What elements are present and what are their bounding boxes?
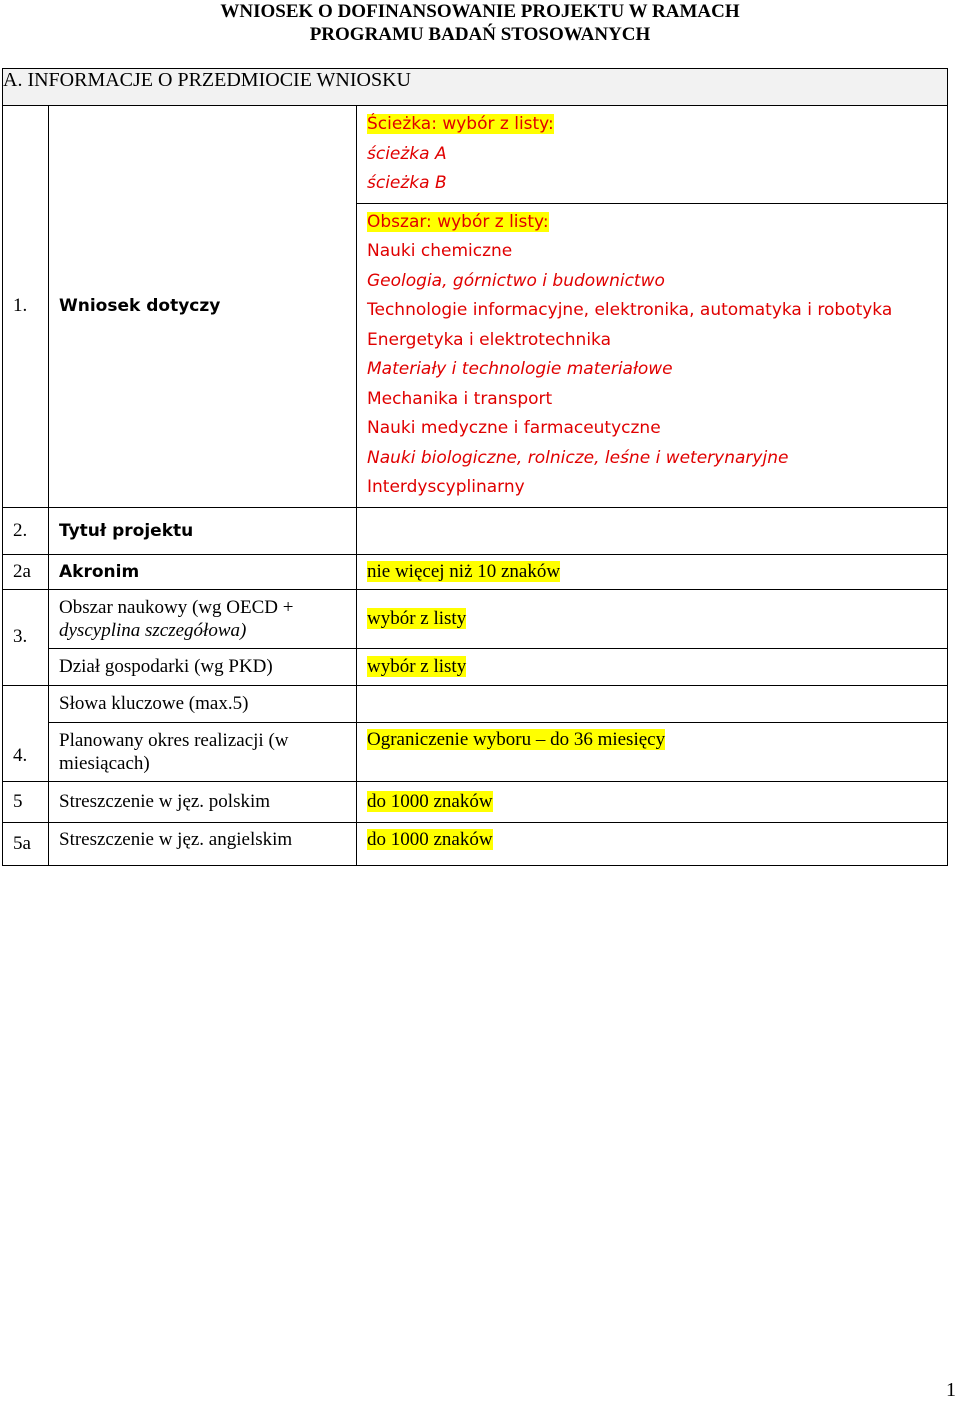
summary-pl-hint: do 1000 znaków	[367, 790, 493, 812]
science-area-label-line2: dyscyplina szczegółowa)	[59, 619, 247, 641]
row-1-path	[3, 106, 948, 204]
row-2-title	[3, 507, 948, 554]
row-3-label-a	[49, 589, 357, 648]
acronym-hint: nie więcej niż 10 znaków	[367, 560, 561, 582]
summary-pl-field[interactable]	[357, 781, 948, 822]
economy-sector-select[interactable]	[357, 648, 948, 685]
area-option-energy[interactable]: Energetyka i elektrotechnika	[367, 329, 612, 350]
row-5a-number: 5a	[3, 822, 49, 865]
duration-field[interactable]	[357, 722, 948, 781]
path-select-field[interactable]	[357, 106, 948, 204]
science-area-select[interactable]	[357, 589, 948, 648]
title-line-2: PROGRAMU BADAŃ STOSOWANYCH	[309, 24, 651, 45]
row-4-label-a: Słowa kluczowe (max.5)	[49, 685, 357, 722]
row-3-science-area	[3, 589, 948, 648]
area-option-mechanics[interactable]: Mechanika i transport	[367, 388, 553, 409]
summary-en-hint: do 1000 znaków	[367, 828, 493, 850]
row-2-number: 2.	[3, 507, 49, 554]
row-3-economy-sector	[3, 648, 948, 685]
row-5-label: Streszczenie w jęz. polskim	[49, 781, 357, 822]
area-select-field[interactable]	[357, 203, 948, 507]
area-option-it[interactable]: Technologie informacyjne, elektronika, automatyka i robotyka	[367, 300, 893, 320]
row-1-label: Wniosek dotyczy	[49, 106, 357, 508]
area-option-interdisciplinary[interactable]: Interdyscyplinarny	[367, 477, 525, 497]
row-4-label-b: Planowany okres realizacji (w miesiącach)	[49, 722, 357, 781]
row-2a-acronym	[3, 554, 948, 589]
path-option-b[interactable]: ścieżka B	[367, 173, 447, 193]
row-5a-label: Streszczenie w jęz. angielskim	[49, 822, 357, 865]
keywords-field[interactable]	[357, 685, 948, 722]
row-3-label-b: Dział gospodarki (wg PKD)	[49, 648, 357, 685]
application-form-table	[2, 68, 948, 866]
area-option-medical[interactable]: Nauki medyczne i farmaceutyczne	[367, 418, 661, 438]
science-area-label-line1: Obszar naukowy (wg OECD +	[59, 596, 294, 618]
summary-en-field[interactable]	[357, 822, 948, 865]
area-header: Obszar: wybór z listy:	[367, 211, 549, 232]
row-4-keywords	[3, 685, 948, 722]
project-title-field[interactable]	[357, 507, 948, 554]
row-2a-number: 2a	[3, 554, 49, 589]
path-header: Ścieżka: wybór z listy:	[367, 114, 554, 134]
row-5-summary-pl	[3, 781, 948, 822]
row-2-label: Tytuł projektu	[49, 507, 357, 554]
path-option-a[interactable]: ścieżka A	[367, 143, 447, 164]
row-5a-summary-en	[3, 822, 948, 865]
area-option-geology[interactable]: Geologia, górnictwo i budownictwo	[367, 270, 665, 291]
document-title	[0, 0, 960, 46]
section-a-heading: A. INFORMACJE O PRZEDMIOCIE WNIOSKU	[3, 69, 948, 106]
acronym-field[interactable]	[357, 554, 948, 589]
area-option-chemical[interactable]: Nauki chemiczne	[367, 241, 513, 261]
economy-sector-hint: wybór z listy	[367, 655, 467, 677]
row-1-number: 1.	[3, 106, 49, 508]
row-5-number: 5	[3, 781, 49, 822]
duration-hint: Ograniczenie wyboru – do 36 miesięcy	[367, 728, 666, 750]
title-line-1: WNIOSEK O DOFINANSOWANIE PROJEKTU W RAMACH	[220, 1, 740, 22]
science-area-hint: wybór z listy	[367, 607, 467, 629]
area-option-biological[interactable]: Nauki biologiczne, rolnicze, leśne i weterynaryjne	[367, 447, 789, 468]
page-number: 1	[946, 1379, 956, 1401]
row-3-number: 3.	[3, 589, 49, 685]
row-4-duration	[3, 722, 948, 781]
section-a-header	[3, 69, 948, 106]
row-4-number: 4.	[3, 685, 49, 781]
row-2a-label: Akronim	[49, 554, 357, 589]
area-option-materials[interactable]: Materiały i technologie materiałowe	[367, 359, 673, 379]
